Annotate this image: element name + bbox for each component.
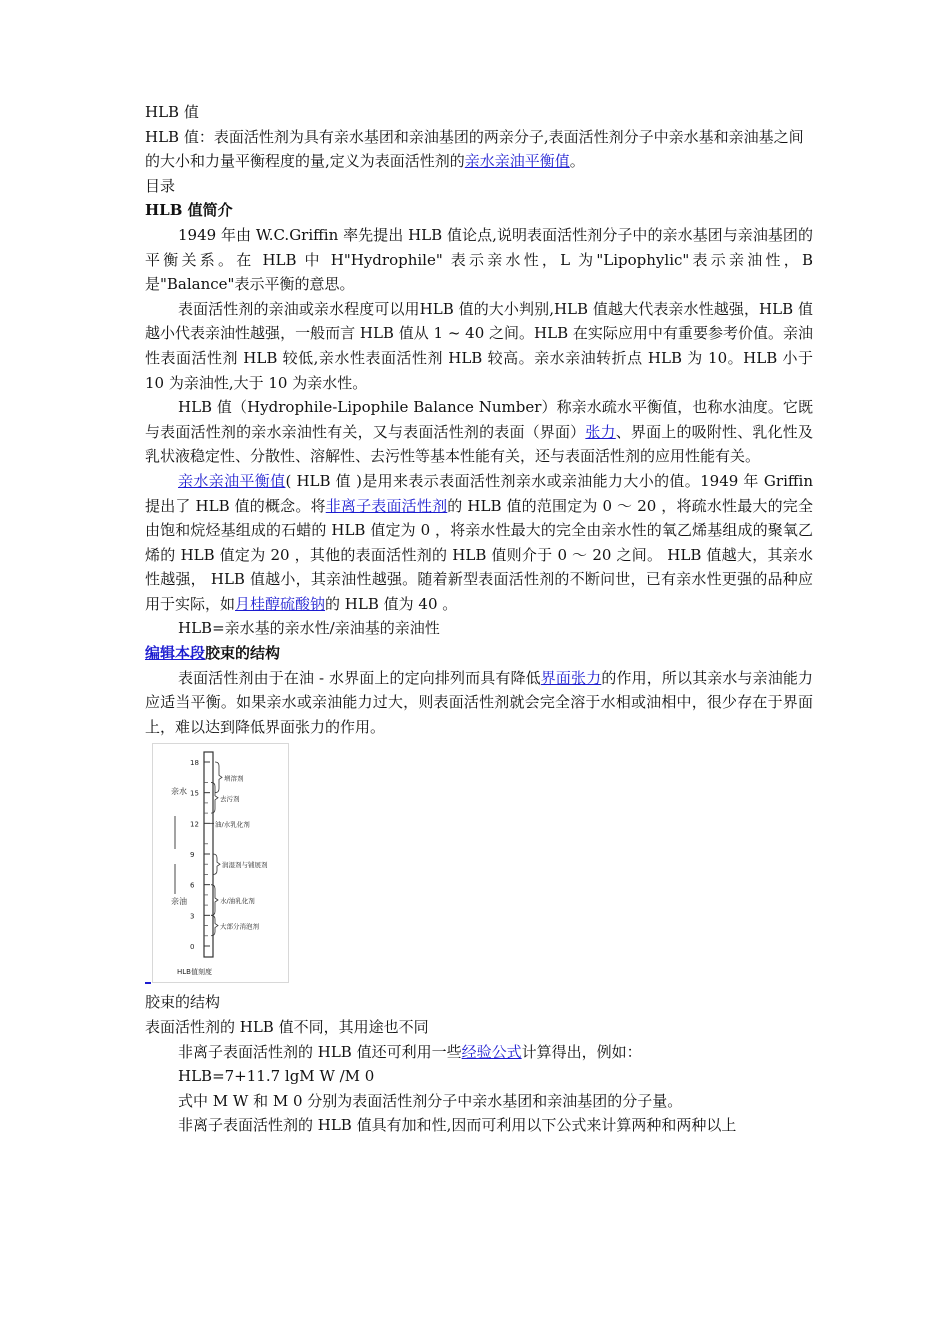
sodium-lauryl-sulfate-link[interactable]: 月桂醇硫酸钠 bbox=[235, 594, 326, 613]
doc-title: HLB 值 bbox=[145, 103, 199, 121]
range-label: 润湿剂与铺展剂 bbox=[222, 861, 268, 870]
range-brace bbox=[211, 783, 218, 814]
range-brace bbox=[213, 854, 220, 874]
hlb-scale-chart bbox=[153, 744, 288, 982]
section1-heading: HLB 值简介 bbox=[145, 201, 233, 220]
range-label: 水/油乳化剂 bbox=[220, 897, 255, 906]
section1-paragraph-1: 1949 年由 W.C.Griffin 率先提出 HLB 值论点,说明表面活性剂分子中的亲水基团与亲油基团的平衡关系。在 HLB 中 H"Hydrophile" 表示亲水性，L 为"Lipophylic"表示亲油性，B 是"Balance"表示平衡的意思。 bbox=[145, 225, 813, 294]
hlb-formula-1: HLB=亲水基的亲水性/亲油基的亲油性 bbox=[178, 619, 440, 638]
range-label: 增溶剂 bbox=[224, 774, 244, 783]
hlb-scale-figure bbox=[152, 743, 289, 983]
section1-paragraph-3 bbox=[145, 395, 813, 469]
tick-label: 18 bbox=[190, 759, 199, 768]
tick-label: 12 bbox=[190, 820, 199, 829]
section2-heading: 胶束的结构 bbox=[205, 644, 281, 663]
tension-link[interactable]: 张力 bbox=[585, 422, 616, 441]
tick-group bbox=[190, 759, 210, 951]
document-page bbox=[145, 100, 813, 1138]
p4-text-2: 的 HLB 值的范围定为 0 ～ 20 ，将疏水性最大的完全由饱和烷烃基组成的石蜡的 HLB 值定为 0 ，将亲水性最大的完全由亲水性的氧乙烯基组成的聚氧乙烯的 HLB 值定为 20 ，其他的表面活性剂的 HLB 值则介于 0 ～ 20 之间。 HLB 值越大，其亲水性越强， HLB 值越小，其亲油性越强。随着新型表面活性剂的不断问世，已有亲水性更强的品种应用于实际，如 bbox=[145, 496, 813, 613]
hlb-formula-2: HLB=7+11.7 lgM W /M 0 bbox=[178, 1067, 375, 1086]
tick-label: 3 bbox=[190, 912, 195, 921]
figure-caption-text: HLB值刻度 bbox=[177, 968, 212, 977]
tick-label: 0 bbox=[190, 943, 195, 952]
axis-hydrophilic-label: 亲水 bbox=[171, 787, 187, 797]
tick-label: 9 bbox=[190, 851, 195, 860]
ef-text-end: 计算得出，例如： bbox=[521, 1042, 642, 1061]
intro-end: 。 bbox=[569, 152, 585, 171]
p4-text-1: ( HLB 值 )是用来表示表面活性剂亲水或亲油能力大小的值。1949 年 Griffin 提出了 HLB 值的概念。将 bbox=[145, 471, 813, 515]
p3-text: HLB 值（Hydrophile-Lipophile Balance Number）称亲水疏水平衡值，也称水油度。它既与表面活性剂的亲水亲油性有关，又与表面活性剂的表面（界面） bbox=[145, 398, 813, 441]
axis-lipophilic-label: 亲油 bbox=[171, 897, 187, 907]
nonionic-surfactant-link[interactable]: 非离子表面活性剂 bbox=[325, 496, 448, 515]
toc-label: 目录 bbox=[145, 176, 176, 195]
range-label: 去污剂 bbox=[220, 795, 240, 804]
ef-text: 非离子表面活性剂的 HLB 值还可利用一些 bbox=[178, 1042, 462, 1061]
usage-line: 表面活性剂的 HLB 值不同，其用途也不同 bbox=[145, 1018, 429, 1037]
tick-label: 15 bbox=[190, 790, 199, 799]
range-label: 大部分消泡剂 bbox=[220, 922, 259, 931]
tick-label: 6 bbox=[190, 882, 195, 891]
interfacial-tension-link[interactable]: 界面张力 bbox=[540, 668, 602, 687]
intro-paragraph bbox=[145, 125, 813, 174]
additivity-line: 非离子表面活性剂的 HLB 值具有加和性,因而可利用以下公式来计算两种和两种以上 bbox=[178, 1116, 737, 1135]
empirical-formula-link[interactable]: 经验公式 bbox=[461, 1042, 522, 1061]
p3-text-end: 、界面上的吸附性、乳化性及乳状液稳定性、分散性、溶解性、去污性等基本性能有关，还与表面活性剂的应用性能有关。 bbox=[145, 422, 813, 466]
hlb-balance-link-2[interactable]: 亲水亲油平衡值 bbox=[178, 471, 286, 490]
hlb-balance-link[interactable]: 亲水亲油平衡值 bbox=[464, 152, 570, 171]
p4-text-3: 的 HLB 值为 40 。 bbox=[325, 594, 458, 613]
s2-text-end: 的作用，所以其亲水与亲油能力应适当平衡。如果亲水或亲油能力过大，则表面活性剂就会完全溶于水相或油相中，很少存在于界面上，难以达到降低界面张力的作用。 bbox=[145, 668, 813, 736]
formula-explanation: 式中 M W 和 M 0 分别为表面活性剂分子中亲水基团和亲油基团的分子量。 bbox=[178, 1091, 683, 1110]
intro-text: HLB 值：表面活性剂为具有亲水基团和亲油基团的两亲分子,表面活性剂分子中亲水基和亲油基之间的大小和力量平衡程度的量,定义为表面活性剂的 bbox=[145, 127, 804, 171]
label-group bbox=[210, 762, 268, 936]
range-brace bbox=[215, 762, 222, 793]
section1-paragraph-4 bbox=[145, 469, 813, 617]
edit-section-link[interactable]: 编辑本段 bbox=[145, 644, 206, 663]
range-brace bbox=[211, 885, 218, 916]
section2-heading-row bbox=[145, 641, 813, 666]
section1-paragraph-2: 表面活性剂的亲油或亲水程度可以用HLB 值的大小判别,HLB 值越大代表亲水性越强，HLB 值越小代表亲油性越强，一般而言 HLB 值从 1 ~ 40 之间。HLB 在实际应用中有重要参考价值。亲油性表面活性剂 HLB 较低,亲水性表面活性剂 HLB 较高。亲水亲油转折点 HLB 为 10。HLB 小于 10 为亲油性,大于 10 为亲水性。 bbox=[145, 299, 813, 392]
range-label: 油/水乳化剂 bbox=[215, 820, 250, 829]
figure-caption: 胶束的结构 bbox=[145, 993, 221, 1012]
s2-text: 表面活性剂由于在油 - 水界面上的定向排列而具有降低 bbox=[178, 668, 541, 687]
section2-paragraph bbox=[145, 666, 813, 740]
range-brace bbox=[211, 916, 218, 936]
figure-link-mark[interactable] bbox=[145, 982, 151, 984]
empirical-paragraph bbox=[145, 1040, 813, 1065]
